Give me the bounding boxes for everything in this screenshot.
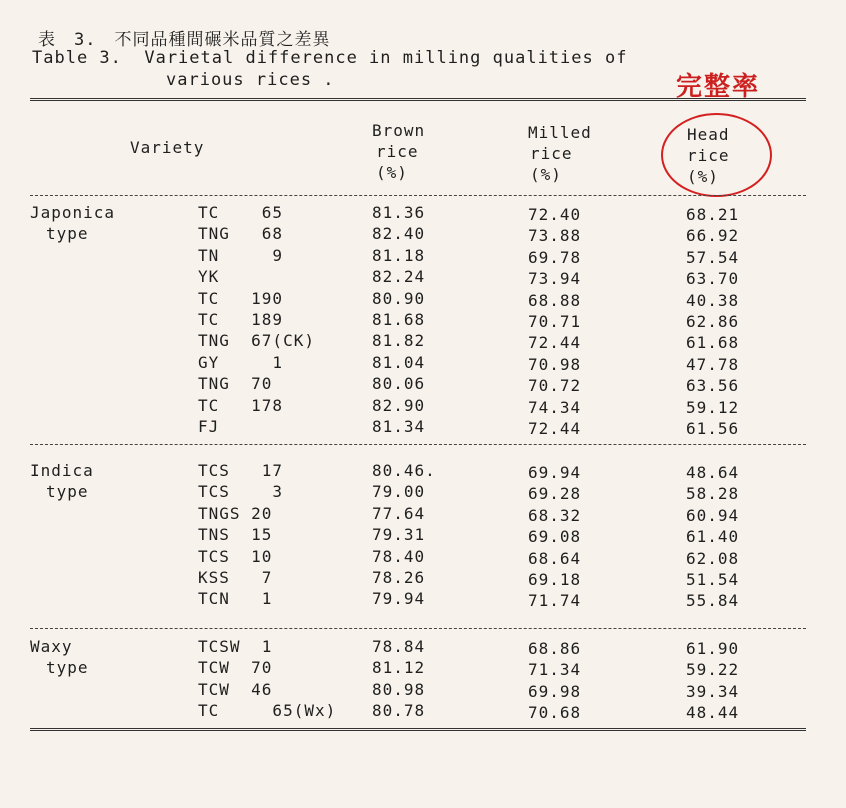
- cell-brown-rice: 82.90: [372, 396, 426, 415]
- cell-variety: KSS 7: [198, 568, 273, 587]
- handwritten-annotation: 完整率: [676, 72, 761, 102]
- cell-milled-rice: 69.94: [528, 463, 582, 482]
- cell-brown-rice: 80.98: [372, 680, 426, 699]
- cell-milled-rice: 68.32: [528, 506, 582, 525]
- cell-head-rice: 61.56: [686, 419, 740, 438]
- title-english-line1: Table 3. Varietal difference in milling qualities of: [32, 48, 628, 68]
- group-label-line: Japonica: [30, 203, 116, 222]
- cell-variety: TC 189: [198, 310, 284, 329]
- cell-milled-rice: 68.86: [528, 639, 582, 658]
- cell-brown-rice: 81.12: [372, 658, 426, 677]
- cell-head-rice: 58.28: [686, 484, 740, 503]
- cell-brown-rice: 81.18: [372, 246, 426, 265]
- cell-milled-rice: 72.44: [528, 419, 582, 438]
- cell-variety: TCSW 1: [198, 637, 273, 656]
- cell-milled-rice: 69.78: [528, 248, 582, 267]
- cell-head-rice: 63.56: [686, 376, 740, 395]
- cell-milled-rice: 70.71: [528, 312, 582, 331]
- cell-brown-rice: 80.78: [372, 701, 426, 720]
- cell-milled-rice: 69.98: [528, 682, 582, 701]
- cell-variety: TC 65: [198, 203, 284, 222]
- cell-milled-rice: 71.34: [528, 660, 582, 679]
- cell-head-rice: 55.84: [686, 591, 740, 610]
- cell-brown-rice: 80.06: [372, 374, 426, 393]
- group-label-line: type: [46, 482, 89, 501]
- cell-milled-rice: 70.72: [528, 376, 582, 395]
- cell-head-rice: 61.40: [686, 527, 740, 546]
- header-head-line1: Head: [687, 125, 730, 144]
- title-chinese: 表 3. 不同品種間碾米品質之差異: [38, 30, 331, 50]
- cell-head-rice: 48.64: [686, 463, 740, 482]
- cell-milled-rice: 73.94: [528, 269, 582, 288]
- cell-head-rice: 63.70: [686, 269, 740, 288]
- header-brown-line1: Brown: [372, 121, 426, 140]
- cell-brown-rice: 81.68: [372, 310, 426, 329]
- cell-variety: YK: [198, 267, 220, 286]
- cell-brown-rice: 79.00: [372, 482, 426, 501]
- cell-variety: TNGS 20: [198, 504, 273, 523]
- cell-variety: TCW 70: [198, 658, 273, 677]
- cell-milled-rice: 72.44: [528, 333, 582, 352]
- cell-milled-rice: 69.08: [528, 527, 582, 546]
- cell-head-rice: 66.92: [686, 226, 740, 245]
- cell-milled-rice: 68.64: [528, 549, 582, 568]
- cell-head-rice: 61.68: [686, 333, 740, 352]
- group-label-line: Waxy: [30, 637, 73, 656]
- cell-brown-rice: 82.40: [372, 224, 426, 243]
- cell-variety: TCS 17: [198, 461, 284, 480]
- cell-variety: TCS 3: [198, 482, 284, 501]
- cell-head-rice: 51.54: [686, 570, 740, 589]
- group-divider-1: [30, 444, 806, 445]
- group-label-line: Indica: [30, 461, 94, 480]
- cell-head-rice: 60.94: [686, 506, 740, 525]
- cell-variety: TNG 67(CK): [198, 331, 315, 350]
- cell-head-rice: 48.44: [686, 703, 740, 722]
- cell-head-rice: 57.54: [686, 248, 740, 267]
- cell-variety: TC 190: [198, 289, 284, 308]
- cell-brown-rice: 79.31: [372, 525, 426, 544]
- group-label-line: type: [46, 224, 89, 243]
- header-brown-line3: (%): [376, 163, 408, 182]
- cell-variety: TCW 46: [198, 680, 273, 699]
- cell-milled-rice: 71.74: [528, 591, 582, 610]
- cell-head-rice: 47.78: [686, 355, 740, 374]
- header-variety: Variety: [130, 138, 205, 157]
- bottom-double-rule: [30, 728, 806, 731]
- header-brown-line2: rice: [376, 142, 419, 161]
- top-double-rule: [30, 98, 806, 101]
- cell-milled-rice: 69.28: [528, 484, 582, 503]
- cell-head-rice: 39.34: [686, 682, 740, 701]
- cell-milled-rice: 74.34: [528, 398, 582, 417]
- cell-brown-rice: 80.90: [372, 289, 426, 308]
- cell-milled-rice: 70.68: [528, 703, 582, 722]
- cell-brown-rice: 81.82: [372, 331, 426, 350]
- header-head-line2: rice: [687, 146, 730, 165]
- title-english-line2: various rices .: [166, 70, 335, 90]
- cell-variety: GY 1: [198, 353, 284, 372]
- cell-brown-rice: 81.34: [372, 417, 426, 436]
- cell-brown-rice: 80.46.: [372, 461, 436, 480]
- cell-brown-rice: 82.24: [372, 267, 426, 286]
- cell-variety: TNG 68: [198, 224, 284, 243]
- header-milled-line1: Milled: [528, 123, 592, 142]
- cell-variety: TCN 1: [198, 589, 273, 608]
- cell-head-rice: 68.21: [686, 205, 740, 224]
- group-label-line: type: [46, 658, 89, 677]
- header-milled-line3: (%): [530, 165, 562, 184]
- cell-head-rice: 62.86: [686, 312, 740, 331]
- cell-brown-rice: 81.36: [372, 203, 426, 222]
- cell-brown-rice: 78.26: [372, 568, 426, 587]
- cell-variety: TN 9: [198, 246, 284, 265]
- cell-milled-rice: 69.18: [528, 570, 582, 589]
- cell-milled-rice: 73.88: [528, 226, 582, 245]
- cell-head-rice: 59.12: [686, 398, 740, 417]
- cell-brown-rice: 81.04: [372, 353, 426, 372]
- cell-brown-rice: 78.84: [372, 637, 426, 656]
- cell-variety: TC 178: [198, 396, 284, 415]
- cell-brown-rice: 79.94: [372, 589, 426, 608]
- cell-milled-rice: 72.40: [528, 205, 582, 224]
- cell-variety: TC 65(Wx): [198, 701, 337, 720]
- cell-variety: FJ: [198, 417, 220, 436]
- cell-head-rice: 40.38: [686, 291, 740, 310]
- cell-milled-rice: 68.88: [528, 291, 582, 310]
- header-milled-line2: rice: [530, 144, 573, 163]
- header-head-line3: (%): [687, 167, 719, 186]
- cell-variety: TNG 70: [198, 374, 273, 393]
- cell-variety: TNS 15: [198, 525, 273, 544]
- cell-variety: TCS 10: [198, 547, 273, 566]
- cell-milled-rice: 70.98: [528, 355, 582, 374]
- group-divider-2: [30, 628, 806, 629]
- cell-brown-rice: 78.40: [372, 547, 426, 566]
- cell-brown-rice: 77.64: [372, 504, 426, 523]
- header-rule: [30, 195, 806, 196]
- cell-head-rice: 62.08: [686, 549, 740, 568]
- cell-head-rice: 61.90: [686, 639, 740, 658]
- cell-head-rice: 59.22: [686, 660, 740, 679]
